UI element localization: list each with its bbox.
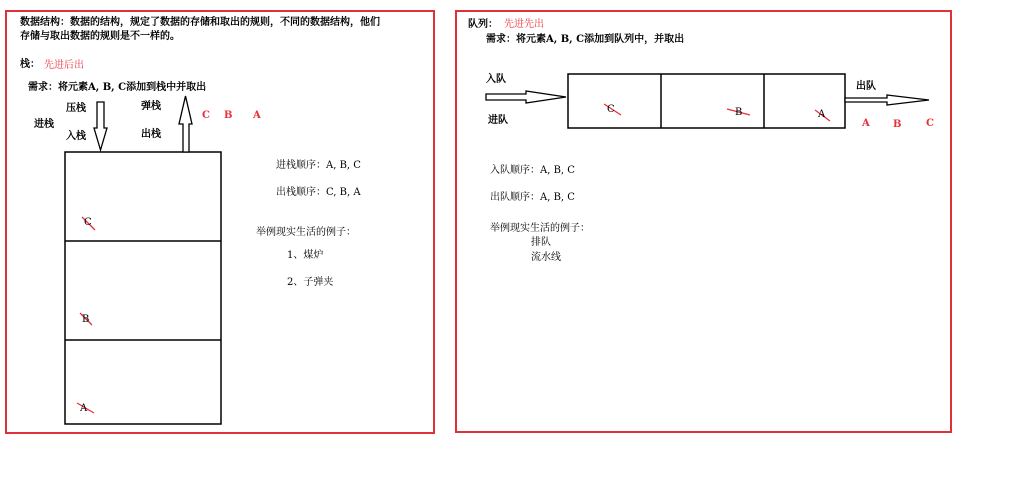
stack-title: 栈： <box>20 59 40 70</box>
pop-arrow-icon <box>179 96 192 152</box>
dequeued-item: B <box>893 119 902 130</box>
stack-cell-label: A <box>80 403 88 414</box>
enqueue-arrow-icon <box>486 91 566 103</box>
queue-rule: 先进先出 <box>504 19 544 30</box>
dequeue-order: 出队顺序：A, B, C <box>490 192 575 203</box>
example-item: 2、子弹夹 <box>287 277 334 288</box>
example-item: 流水线 <box>531 252 561 263</box>
dequeued-item: A <box>862 118 870 129</box>
push-arrow-icon <box>94 102 107 150</box>
pop-order: 出栈顺序：C, B, A <box>276 187 361 198</box>
popped-item: A <box>253 110 261 121</box>
dequeue-arrow-icon <box>845 95 929 105</box>
enqueue-label: 入队 <box>486 74 506 85</box>
examples-title: 举例现实生活的例子： <box>490 223 590 234</box>
queue-cell-label: B <box>735 107 743 118</box>
example-item: 1、煤炉 <box>287 250 324 261</box>
examples-title: 举例现实生活的例子： <box>256 227 356 238</box>
push-order: 进栈顺序：A, B, C <box>276 160 361 171</box>
stack-rule: 先进后出 <box>44 60 84 71</box>
stack-cell-label: C <box>84 217 92 228</box>
stack-cell-label: B <box>82 314 90 325</box>
pop-label: 弹栈 <box>141 101 161 112</box>
stack-requirement: 需求：将元素A, B, C添加到栈中并取出 <box>28 82 207 93</box>
intro-text: 数据结构：数据的结构，规定了数据的存储和取出的规则，不同的数据结构，他们 <box>20 17 380 28</box>
enqueue-order: 入队顺序：A, B, C <box>490 165 575 176</box>
queue-container <box>568 74 845 128</box>
out-stack-label: 出栈 <box>141 129 161 140</box>
popped-item: B <box>224 110 233 121</box>
in-stack-label: 入栈 <box>66 131 86 142</box>
queue-cell-label: C <box>607 104 615 115</box>
dequeued-item: C <box>926 118 934 129</box>
queue-title: 队列： <box>468 19 498 30</box>
push-label: 压栈 <box>66 103 86 114</box>
queue-requirement: 需求：将元素A, B, C添加到队列中，并取出 <box>486 34 685 45</box>
dequeue-label: 出队 <box>856 81 876 92</box>
queue-cell-label: A <box>818 109 826 120</box>
popped-item: C <box>202 110 210 121</box>
enter-stack-label: 进栈 <box>34 119 54 130</box>
example-item: 排队 <box>531 237 551 248</box>
stack-container <box>65 152 221 424</box>
intro-text: 存储与取出数据的规则是不一样的。 <box>20 31 180 42</box>
enter-queue-label: 进队 <box>488 115 508 126</box>
